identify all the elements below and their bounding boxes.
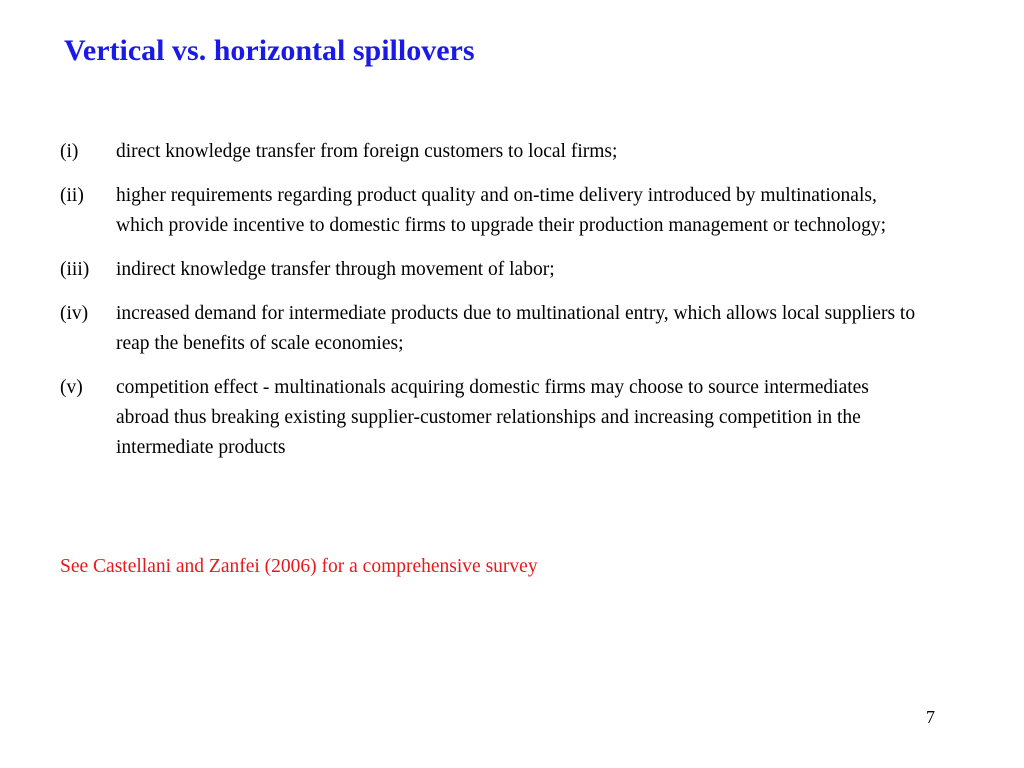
list-item-text: direct knowledge transfer from foreign customers to local firms;	[116, 141, 618, 162]
list-item-marker: (iv)	[60, 303, 89, 324]
list-item	[60, 181, 920, 241]
survey-reference-note: See Castellani and Zanfei (2006) for a comprehensive survey	[60, 556, 538, 577]
list-item-text: competition effect - multinationals acquiring domestic firms may choose to source intermediates abroad thus breaking existing supplier-customer relationships and increasing competition in the intermediate products	[116, 377, 869, 458]
page-number: 7	[926, 707, 935, 727]
list-item-marker: (i)	[60, 141, 79, 162]
spillover-list	[60, 137, 920, 477]
slide-title: Vertical vs. horizontal spillovers	[64, 34, 475, 67]
list-item-marker: (iii)	[60, 259, 90, 280]
list-item-text: higher requirements regarding product quality and on-time delivery introduced by multinationals, which provide incentive to domestic firms to upgrade their production management or technology;	[116, 185, 887, 236]
list-item	[60, 137, 920, 167]
list-item-text: increased demand for intermediate products due to multinational entry, which allows local suppliers to reap the benefits of scale economies;	[116, 303, 916, 354]
list-item-marker: (ii)	[60, 185, 84, 206]
list-item	[60, 255, 920, 285]
list-item	[60, 373, 920, 463]
list-item-text: indirect knowledge transfer through movement of labor;	[116, 259, 555, 280]
list-item	[60, 299, 920, 359]
list-item-marker: (v)	[60, 377, 83, 398]
